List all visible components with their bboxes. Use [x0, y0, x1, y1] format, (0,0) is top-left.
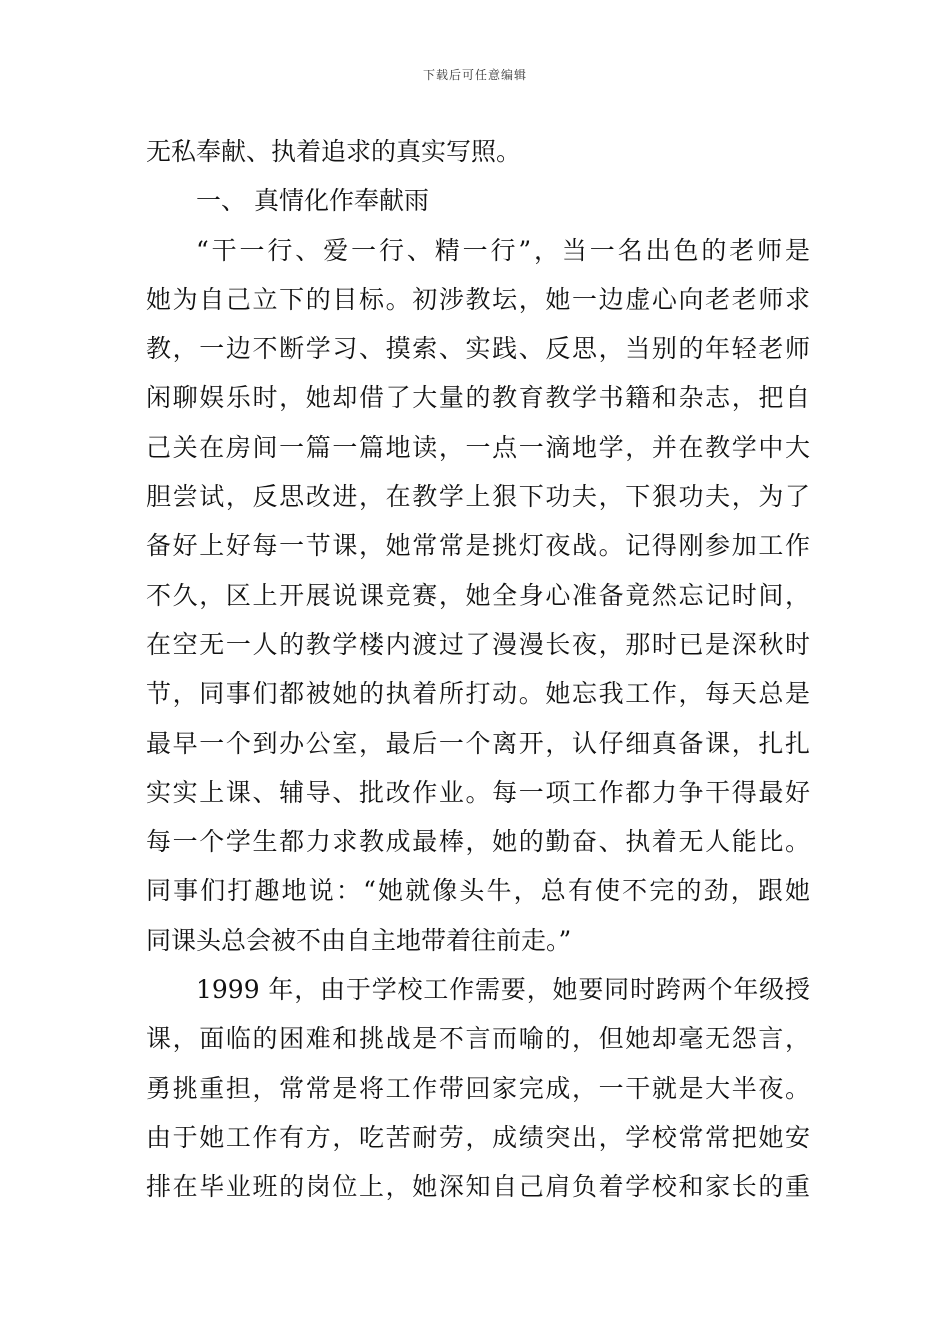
text-line: 由于她工作有方，吃苦耐劳，成绩突出，学校常常把她安: [146, 1122, 810, 1152]
section-heading: 一、 真情化作奉献雨: [196, 186, 429, 216]
text-line: 不久，区上开展说课竞赛，她全身心准备竟然忘记时间，: [146, 580, 810, 610]
text-line: 实实上课、辅导、批改作业。每一项工作都力争干得最好: [146, 777, 810, 807]
text-line: 每一个学生都力求教成最棒，她的勤奋、执着无人能比。: [146, 827, 810, 857]
document-body: [146, 127, 810, 1212]
text-line: 最早一个到办公室，最后一个离开，认仔细真备课，扎扎: [146, 728, 810, 758]
text-line: 节，同事们都被她的执着所打动。她忘我工作，每天总是: [146, 679, 810, 709]
page-header: 下载后可任意编辑: [422, 68, 527, 82]
text-line: 教，一边不断学习、摸索、实践、反思，当别的年轻老师: [146, 334, 810, 364]
text-line: 同事们打趣地说：“她就像头牛，总有使不完的劲，跟她: [146, 876, 810, 906]
text-line: 勇挑重担，常常是将工作带回家完成，一干就是大半夜。: [146, 1073, 810, 1103]
text-line: 闲聊娱乐时，她却借了大量的教育教学书籍和杂志，把自: [146, 383, 810, 413]
text-line: 在空无一人的教学楼内渡过了漫漫长夜，那时已是深秋时: [146, 629, 810, 659]
text-line: 己关在房间一篇一篇地读，一点一滴地学，并在教学中大: [146, 432, 810, 462]
text-line: 排在毕业班的岗位上，她深知自己肩负着学校和家长的重: [146, 1172, 810, 1202]
text-line: 胆尝试，反思改进，在教学上狠下功夫，下狠功夫，为了: [146, 482, 810, 512]
paragraph-first-line: “干一行、爱一行、精一行”，当一名出色的老师是: [196, 235, 810, 265]
paragraph-last-line: 同课头总会被不由自主地带着往前走。”: [146, 925, 572, 955]
text-line: 课，面临的困难和挑战是不言而喻的，但她却毫无怨言，: [146, 1024, 810, 1054]
text-line: 备好上好每一节课，她常常是挑灯夜战。记得刚参加工作: [146, 531, 810, 561]
text-line: 她为自己立下的目标。初涉教坛，她一边虚心向老老师求: [146, 284, 810, 314]
paragraph-first-line: 1999 年，由于学校工作需要，她要同时跨两个年级授: [196, 975, 810, 1005]
text-line: 无私奉献、执着追求的真实写照。: [146, 137, 522, 166]
